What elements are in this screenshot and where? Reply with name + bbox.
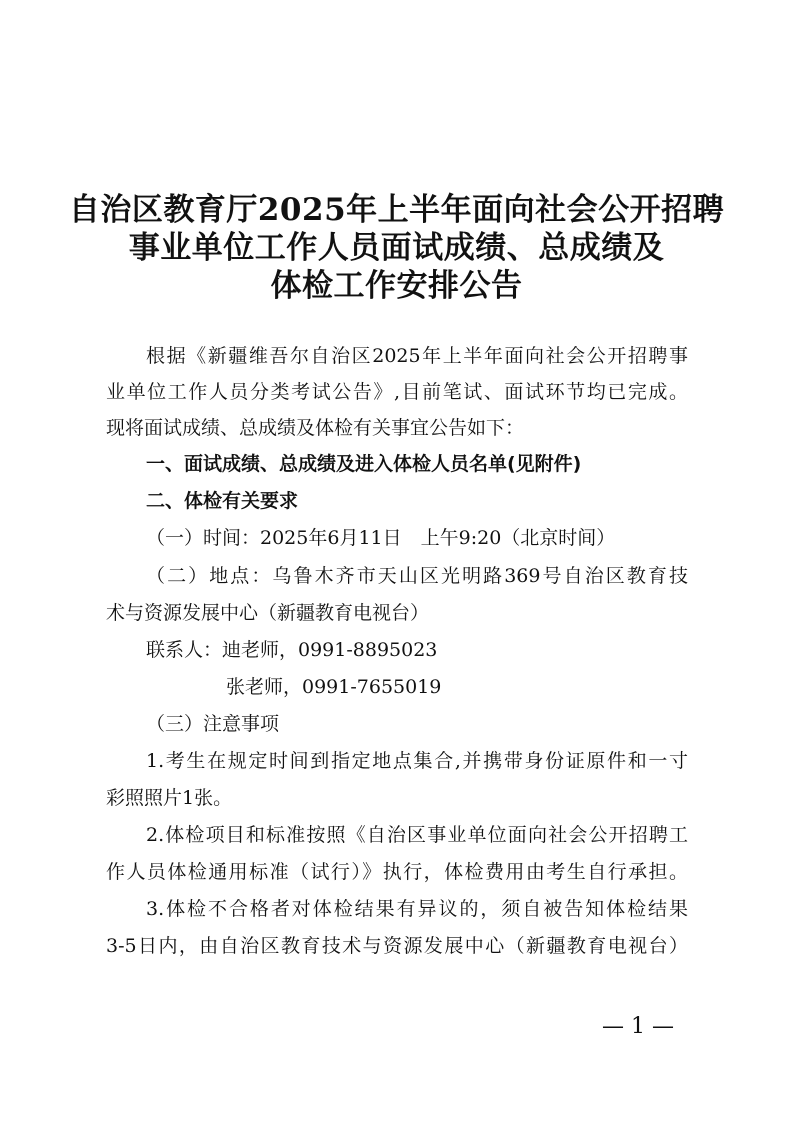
note-3-line-1: 3.体检不合格者对体检结果有异议的，须自被告知体检结果 [146, 898, 688, 920]
page-number: — 1 — [602, 1014, 674, 1039]
intro-line-3: 现将面试成绩、总成绩及体检有关事宜公告如下： [106, 417, 525, 439]
note-2-line-2: 作人员体检通用标准（试行）》执行，体检费用由考生自行承担。 [106, 861, 688, 883]
exam-location-line-2: 术与资源发展中心（新疆教育电视台） [106, 602, 430, 624]
title-line-1: 自治区教育厅2025年上半年面向社会公开招聘 [68, 192, 725, 228]
notes-heading: （三）注意事项 [146, 713, 280, 735]
title-line-3: 体检工作安排公告 [270, 268, 523, 304]
intro-line-1: 根据《新疆维吾尔自治区2025年上半年面向社会公开招聘事 [146, 345, 688, 367]
contact-line-1: 联系人：迪老师，0991-8895023 [146, 639, 438, 661]
exam-time: （一）时间：2025年6月11日 上午9:20（北京时间） [146, 527, 616, 549]
intro-line-2: 业单位工作人员分类考试公告》,目前笔试、面试环节均已完成。 [106, 381, 688, 403]
note-1-line-1: 1.考生在规定时间到指定地点集合,并携带身份证原件和一寸 [146, 750, 688, 772]
note-2-line-1: 2.体检项目和标准按照《自治区事业单位面向社会公开招聘工 [146, 824, 688, 846]
section-heading-1: 一、面试成绩、总成绩及进入体检人员名单(见附件) [146, 453, 582, 475]
title-line-2: 事业单位工作人员面试成绩、总成绩及 [128, 230, 665, 266]
section-heading-2: 二、体检有关要求 [146, 490, 299, 512]
contact-line-2: 张老师，0991-7655019 [226, 676, 442, 698]
note-1-line-2: 彩照照片1张。 [106, 787, 233, 809]
note-3-line-2: 3-5日内，由自治区教育技术与资源发展中心（新疆教育电视台） [106, 935, 688, 957]
exam-location-line-1: （二）地点：乌鲁木齐市天山区光明路369号自治区教育技 [146, 565, 688, 587]
